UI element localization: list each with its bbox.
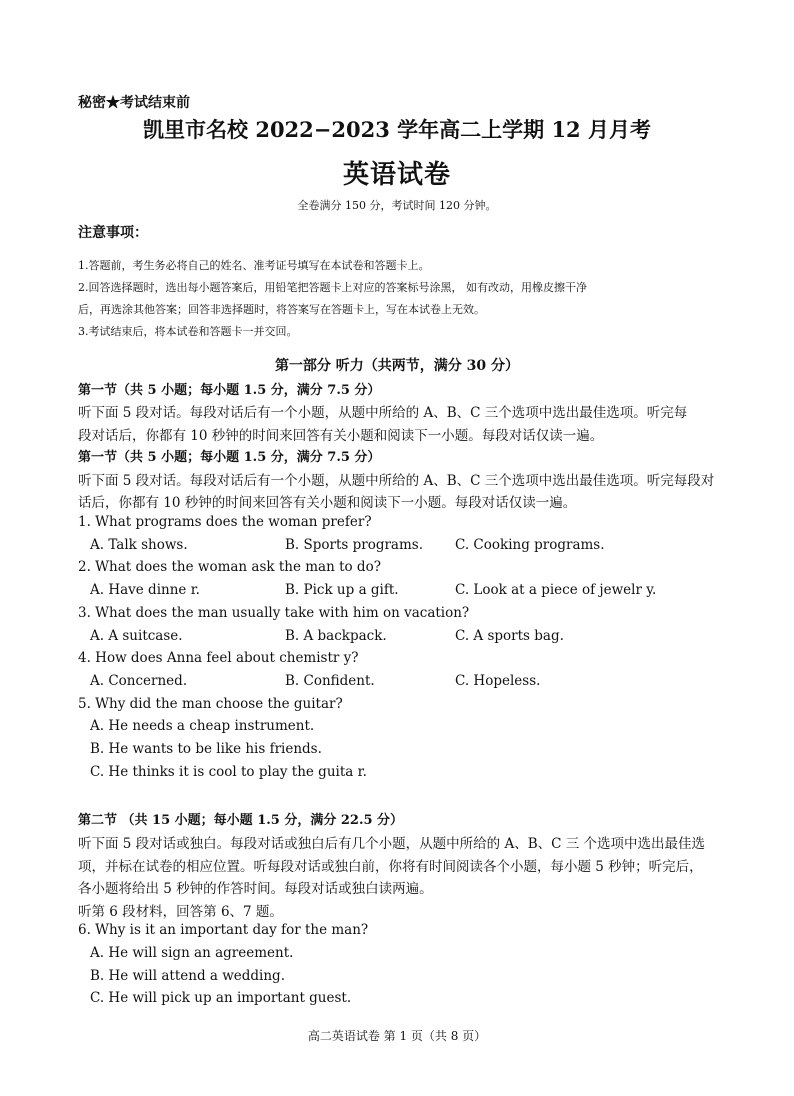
section1-repeat-instruction: 听下面 5 段对话。每段对话后有一个小题，从题中所给的 A、B、C 三个选项中选出最佳选项。听完每段对 [78, 473, 715, 489]
option-c: C. He will pick up an important guest. [90, 990, 352, 1006]
option-a: A. Talk shows. [90, 537, 188, 553]
option-b: B. He wants to be like his friends. [90, 741, 322, 757]
option-c: C. A sports bag. [455, 628, 564, 644]
section1-title: 第一节（共 5 小题；每小题 1.5 分，满分 7.5 分） [78, 383, 381, 398]
score-info: 全卷满分 150 分，考试时间 120 分钟。 [297, 199, 497, 212]
section2-title: 第二节 （共 15 小题；每小题 1.5 分，满分 22.5 分） [78, 813, 404, 828]
option-b: B. Pick up a gift. [285, 582, 399, 598]
section2-instruction: 听下面 5 段对话或独白。每段对话或独白后有几个小题，从题中所给的 A、B、C 三 个选项中选出最佳选 [78, 836, 706, 852]
question-4: 4. How does Anna feel about chemistr y? [78, 650, 359, 666]
option-b: B. A backpack. [285, 628, 387, 644]
option-a: A. Concerned. [90, 673, 188, 689]
question-5: 5. Why did the man choose the guitar? [78, 696, 343, 712]
question-6: 6. Why is it an important day for the man? [78, 922, 369, 938]
confidential-label: 秘密★考试结束前 [78, 95, 190, 111]
question-1: 1. What programs does the woman prefer? [78, 514, 372, 530]
section1-repeat-instruction: 话后，你都有 10 秒钟的时间来回答有关小题和阅读下一小题。每段对话仅读一遍。 [78, 495, 577, 511]
notice-title: 注意事项： [78, 225, 148, 241]
question-3: 3. What does the man usually take with him on vacation? [78, 605, 470, 621]
notice-line: 3.考试结束后，将本试卷和答题卡一并交回。 [78, 325, 298, 338]
page-footer: 高二英语试卷 第 1 页（共 8 页） [307, 1029, 487, 1043]
question-2: 2. What does the woman ask the man to do? [78, 559, 381, 575]
section2-instruction: 项，并标在试卷的相应位置。听每段对话或独白前，你将有时间阅读各个小题，每小题 5 秒钟；听完后， [78, 859, 703, 875]
option-c: C. Hopeless. [455, 673, 541, 689]
part1-title: 第一部分 听力（共两节，满分 30 分） [274, 358, 520, 374]
option-c: C. Look at a piece of jewelr y. [455, 582, 657, 598]
notice-line: 2.回答选择题时，选出每小题答案后，用铅笔把答题卡上对应的答案标号涂黑， 如有改动，用橡皮擦干净 [78, 281, 587, 294]
option-a: A. He needs a cheap instrument. [90, 718, 315, 734]
option-b: B. Confident. [285, 673, 375, 689]
section2-instruction: 听第 6 段材料，回答第 6、7 题。 [78, 904, 283, 920]
option-a: A. Have dinne r. [90, 582, 200, 598]
option-c: C. Cooking programs. [455, 537, 605, 553]
notice-line: 1.答题前，考生务必将自己的姓名、准考证号填写在本试卷和答题卡上。 [78, 259, 430, 272]
notice-line: 后，再选涂其他答案；回答非选择题时，将答案写在答题卡上，写在本试卷上无效。 [78, 303, 485, 316]
option-c: C. He thinks it is cool to play the guita r. [90, 764, 367, 780]
option-b: B. He will attend a wedding. [90, 968, 285, 984]
section1-instruction: 听下面 5 段对话。每段对话后有一个小题，从题中所给的 A、B、C 三个选项中选出最佳选项。听完每 [78, 405, 688, 421]
option-a: A. He will sign an agreement. [90, 945, 294, 961]
section1-instruction: 段对话后，你都有 10 秒钟的时间来回答有关小题和阅读下一小题。每段对话仅读一遍。 [78, 428, 604, 444]
option-b: B. Sports programs. [285, 537, 424, 553]
exam-title: 凯里市名校 2022−2023 学年高二上学期 12 月月考 [143, 117, 651, 142]
section1-repeat-title: 第一节（共 5 小题；每小题 1.5 分，满分 7.5 分） [78, 450, 381, 465]
option-a: A. A suitcase. [90, 628, 183, 644]
subject-title: 英语试卷 [342, 160, 451, 190]
section2-instruction: 各小题将给出 5 秒钟的作答时间。每段对话或独白读两遍。 [78, 881, 433, 897]
